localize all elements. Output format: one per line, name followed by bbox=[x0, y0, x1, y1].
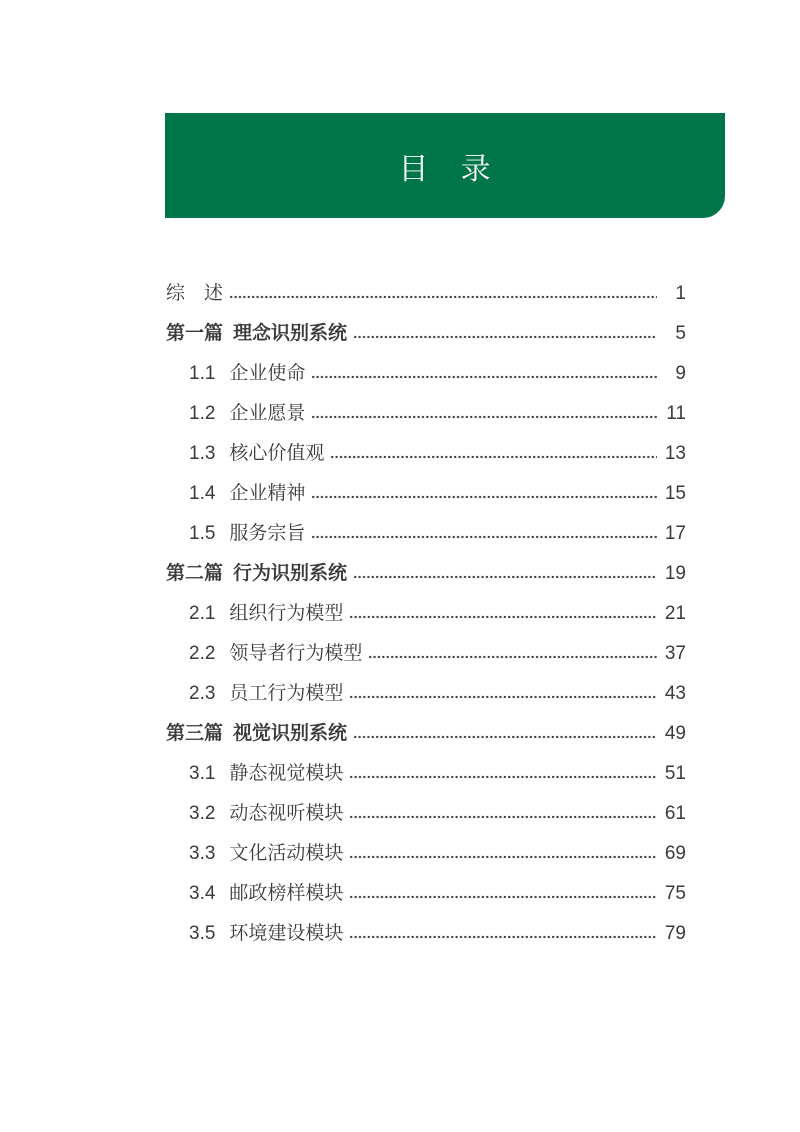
toc-entry-title: 服务宗旨 bbox=[229, 523, 306, 544]
toc-entry-title: 企业愿景 bbox=[229, 403, 306, 424]
toc-entry-part2[interactable] bbox=[166, 554, 686, 594]
toc-entry-title: 员工行为模型 bbox=[229, 683, 344, 704]
toc-entry-title: 领导者行为模型 bbox=[229, 643, 363, 664]
toc-entry-title: 组织行为模型 bbox=[229, 603, 344, 624]
dot-leader bbox=[368, 655, 657, 659]
toc-entry-page: 21 bbox=[664, 603, 686, 624]
toc-entry-title: 环境建设模块 bbox=[229, 923, 344, 944]
toc-entry-page: 9 bbox=[675, 363, 686, 384]
dot-leader bbox=[349, 615, 657, 619]
toc-entry-2-1[interactable] bbox=[166, 594, 686, 634]
toc-entry-number: 3.2 bbox=[189, 803, 216, 824]
dot-leader bbox=[349, 815, 657, 819]
toc-entry-3-4[interactable] bbox=[166, 874, 686, 914]
toc-entry-page: 43 bbox=[664, 683, 686, 704]
toc-header-banner bbox=[165, 113, 725, 218]
toc-entry-2-3[interactable] bbox=[166, 674, 686, 714]
toc-entry-page: 15 bbox=[664, 483, 686, 504]
toc-entry-title: 视觉识别系统 bbox=[233, 723, 348, 744]
toc-entry-page: 75 bbox=[664, 883, 686, 904]
toc-entry-title: 邮政榜样模块 bbox=[229, 883, 344, 904]
dot-leader bbox=[349, 855, 657, 859]
toc-entry-number: 3.5 bbox=[189, 923, 216, 944]
toc-entry-title: 理念识别系统 bbox=[233, 323, 348, 344]
toc-entry-number: 3.4 bbox=[189, 883, 216, 904]
dot-leader bbox=[311, 535, 657, 539]
toc-entry-1-2[interactable] bbox=[166, 394, 686, 434]
dot-leader bbox=[229, 295, 657, 299]
toc-entry-number: 1.5 bbox=[189, 523, 216, 544]
toc-entry-title: 综 述 bbox=[166, 283, 224, 304]
page-title: 目 录 bbox=[398, 152, 492, 186]
toc-entry-1-3[interactable] bbox=[166, 434, 686, 474]
toc-entry-page: 17 bbox=[664, 523, 686, 544]
toc-entry-title: 静态视觉模块 bbox=[229, 763, 344, 784]
table-of-contents bbox=[166, 274, 686, 954]
toc-entry-title: 企业使命 bbox=[229, 363, 306, 384]
toc-entry-page: 51 bbox=[664, 763, 686, 784]
toc-entry-page: 37 bbox=[664, 643, 686, 664]
toc-entry-page: 11 bbox=[666, 403, 686, 424]
toc-entry-1-5[interactable] bbox=[166, 514, 686, 554]
dot-leader bbox=[311, 375, 657, 379]
toc-entry-number: 1.2 bbox=[189, 403, 216, 424]
toc-entry-3-1[interactable] bbox=[166, 754, 686, 794]
toc-entry-page: 19 bbox=[664, 563, 686, 584]
dot-leader bbox=[353, 735, 657, 739]
toc-entry-1-4[interactable] bbox=[166, 474, 686, 514]
toc-entry-3-3[interactable] bbox=[166, 834, 686, 874]
toc-entry-page: 1 bbox=[675, 283, 686, 304]
toc-entry-page: 49 bbox=[664, 723, 686, 744]
toc-entry-number: 2.1 bbox=[189, 603, 216, 624]
dot-leader bbox=[353, 335, 657, 339]
toc-entry-part1[interactable] bbox=[166, 314, 686, 354]
toc-entry-title: 动态视听模块 bbox=[229, 803, 344, 824]
toc-entry-number: 1.1 bbox=[189, 363, 216, 384]
toc-entry-part3[interactable] bbox=[166, 714, 686, 754]
toc-entry-number: 3.1 bbox=[189, 763, 216, 784]
dot-leader bbox=[353, 575, 657, 579]
toc-entry-title: 文化活动模块 bbox=[229, 843, 344, 864]
dot-leader bbox=[311, 415, 657, 419]
dot-leader bbox=[311, 495, 657, 499]
toc-entry-number: 第一篇 bbox=[166, 323, 224, 344]
toc-entry-page: 69 bbox=[664, 843, 686, 864]
toc-entry-number: 第二篇 bbox=[166, 563, 224, 584]
toc-entry-page: 13 bbox=[664, 443, 686, 464]
toc-entry-1-1[interactable] bbox=[166, 354, 686, 394]
toc-entry-number: 1.4 bbox=[189, 483, 216, 504]
toc-entry-3-5[interactable] bbox=[166, 914, 686, 954]
dot-leader bbox=[349, 775, 657, 779]
toc-entry-page: 5 bbox=[675, 323, 686, 344]
toc-entry-number: 2.3 bbox=[189, 683, 216, 704]
toc-entry-page: 79 bbox=[664, 923, 686, 944]
toc-entry-number: 第三篇 bbox=[166, 723, 224, 744]
dot-leader bbox=[349, 895, 657, 899]
toc-entry-number: 3.3 bbox=[189, 843, 216, 864]
dot-leader bbox=[349, 935, 657, 939]
toc-entry-number: 2.2 bbox=[189, 643, 216, 664]
toc-entry-page: 61 bbox=[664, 803, 686, 824]
toc-entry-3-2[interactable] bbox=[166, 794, 686, 834]
dot-leader bbox=[349, 695, 657, 699]
toc-entry-number: 1.3 bbox=[189, 443, 216, 464]
dot-leader bbox=[330, 455, 657, 459]
toc-entry-overview[interactable] bbox=[166, 274, 686, 314]
toc-entry-title: 企业精神 bbox=[229, 483, 306, 504]
toc-entry-title: 行为识别系统 bbox=[233, 563, 348, 584]
toc-entry-2-2[interactable] bbox=[166, 634, 686, 674]
toc-entry-title: 核心价值观 bbox=[229, 443, 325, 464]
